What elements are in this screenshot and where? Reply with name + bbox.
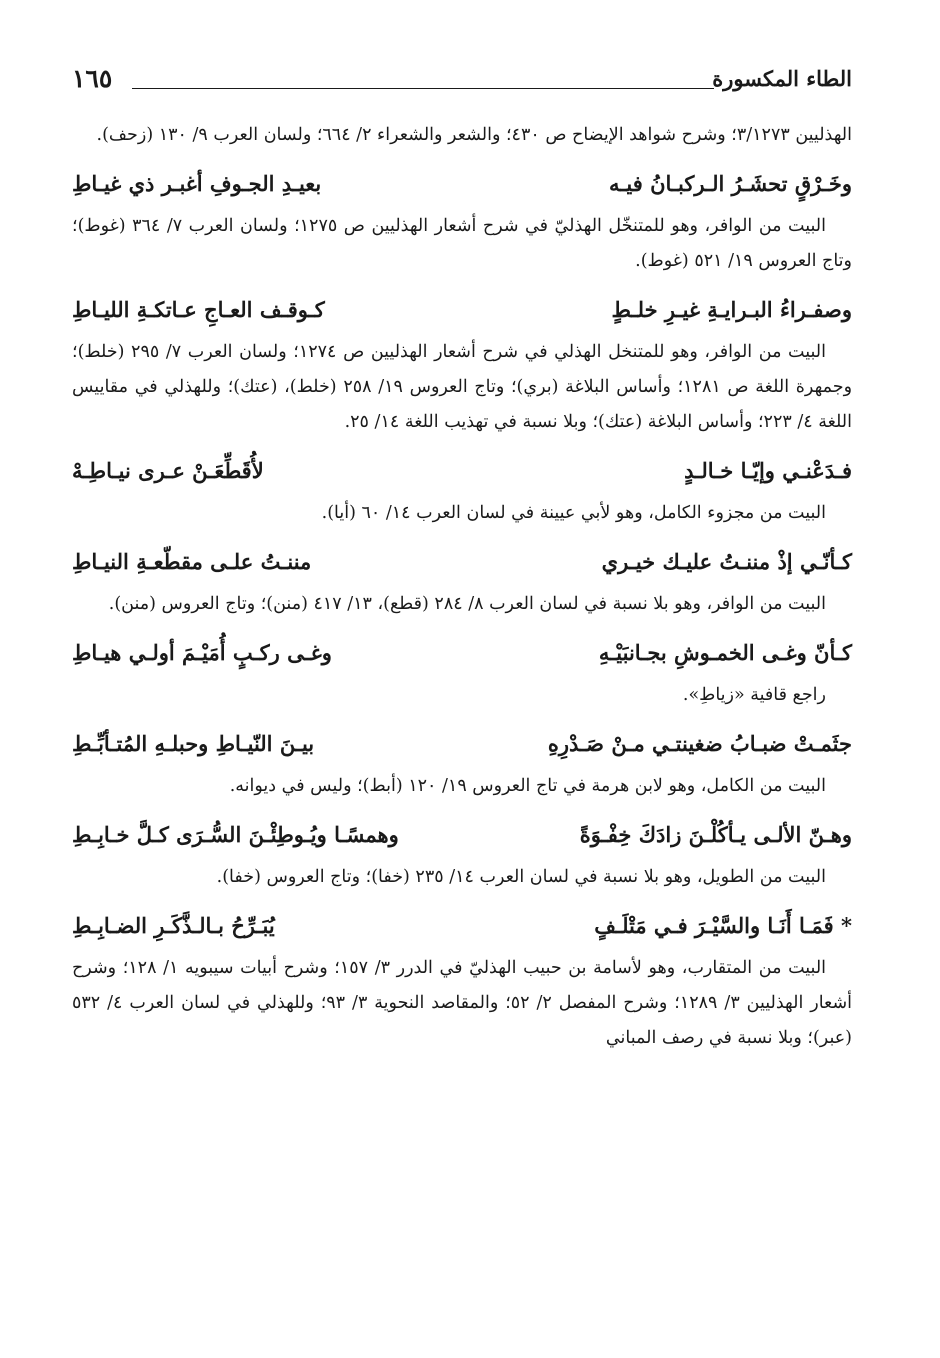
verse-entry-4 [72,537,852,622]
opening-paragraph: الهذليين ٣/١٢٧٣؛ وشرح شواهد الإيضاح ص ٤٣٠؛ والشعر والشعراء ٢/ ٦٦٤؛ ولسان العرب ٩/ ١٣٠ (زحف). [96,125,852,145]
verse-entry-3 [72,446,852,531]
verse-note: البيت من الطويل، وهو بلا نسبة في لسان العرب ١٤/ ٢٣٥ (خفا)؛ وتاج العروس (خفا). [216,867,826,887]
header-rule [132,88,714,89]
verse-note: البيت من الوافر، وهو بلا نسبة في لسان العرب ٨/ ٢٨٤ (قطع)، ١٣/ ٤١٧ (منن)؛ وتاج العروس (منن). [108,594,826,614]
verse-entry-2 [72,285,852,440]
verse-second-hemistich: لأُقَطِّعَـنْ عـرى نيـاطِـهْ [72,458,264,483]
verse-note: البيت من الكامل، وهو لابن هرمة في تاج العروس ١٩/ ١٢٠ (أبط)؛ وليس في ديوانه. [229,776,826,796]
verse-entry-5 [72,628,852,713]
verse-first-hemistich: وصفـراءُ البـرايـةِ غيـرِ خلـطٍ [611,297,852,322]
verse-line [72,537,852,587]
verse-first-hemistich: كـأنّـي إذْ مننـتُ عليـك خيـري [601,549,852,574]
verse-first-hemistich: فـدَعْنـي وإيّـا خـالـدٍ [684,458,852,483]
page-header [72,62,852,102]
verse-line [72,285,852,335]
verse-first-hemistich: جثَمـتْ ضبـابُ ضغينتـي مـنْ صَـدْرِهِ [547,731,852,756]
verse-note: راجع قافية «زياطِ». [682,685,826,705]
verse-second-hemistich: وهمسًـا ويُـوطِئْـنَ السُّـرَى كـلَّ خـابِـطِ [72,822,399,847]
verse-line [72,159,852,209]
verse-first-hemistich: كـأنّ وغـى الخمـوشِ بجـانبَيْـهِ [598,640,852,665]
page-body [72,118,852,1058]
verse-entry-6 [72,719,852,804]
verse-second-hemistich: يُبَـرِّحُ بـالـذَّكَـرِ الضـابِـطِ [72,913,275,938]
verse-first-hemistich: * فَمَـا أَنَـا والسَّيْـرَ فـي مَتْلَـفٍ [594,913,852,938]
verse-note: البيت من الوافر، وهو للمتنخل الهذلي في شرح أشعار الهذليين ص ١٢٧٤؛ ولسان العرب ٧/ ٢٩٥ (خلط)؛ وجمهرة اللغة ص ١٢٨١؛ وأساس البلاغة (بري)؛ وتاج العروس ١٩/ ٢٥٨ (خلط)، (عتك)؛ وللهذلي في مقاييس اللغة ٤/ ٢٢٣؛ وأساس البلاغة (عتك)؛ وبلا نسبة في تهذيب اللغة ١٤/ ٢٥. [72,342,853,432]
verse-second-hemistich: مننـتُ علـى مقطّعـةِ النيـاطِ [72,549,312,574]
verse-second-hemistich: وغـى ركـبٍ أُمَيْـمَ أولـي هيـاطِ [72,640,332,665]
verse-line [72,628,852,678]
verse-second-hemistich: كـوقـف العـاجِ عـاتكـةِ الليـاطِ [72,297,325,322]
verse-second-hemistich: بيـنَ النّيـاطِ وحبلـهِ المُتـأبِّـطِ [72,731,315,756]
verse-note: البيت من مجزوء الكامل، وهو لأبي عيينة في لسان العرب ١٤/ ٦٠ (أيا). [321,503,826,523]
verse-entry-8 [72,901,852,1056]
running-title: الطاء المكسورة [712,66,852,91]
verse-first-hemistich: وهـنّ الألـى يـأكُلْـنَ زادَكَ خِفْـوَةً [579,822,852,847]
verse-entry-7 [72,810,852,895]
verse-line [72,810,852,860]
verse-note: البيت من الوافر، وهو للمتنخّل الهذليّ في شرح أشعار الهذليين ص ١٢٧٥؛ ولسان العرب ٧/ ٣٦٤ (غوط)؛ وتاج العروس ١٩/ ٥٢١ (غوط). [72,216,852,271]
verse-line [72,446,852,496]
verse-line [72,901,852,951]
verse-line [72,719,852,769]
verse-note: البيت من المتقارب، وهو لأسامة بن حبيب الهذليّ في الدرر ٣/ ١٥٧؛ وشرح أبيات سيبويه ١/ ١٢٨؛ وشرح أشعار الهذليين ٣/ ١٢٨٩؛ وشرح المفصل ٢/ ٥٢؛ والمقاصد النحوية ٣/ ٩٣؛ وللهذلي في لسان العرب ٤/ ٥٣٢ (عبر)؛ وبلا نسبة في رصف المباني [72,958,852,1048]
verse-first-hemistich: وخَـرْقٍ تحشَـرُ الـركبـانُ فيـه [608,171,852,196]
verse-entry-1 [72,159,852,279]
verse-second-hemistich: بعيـدِ الجـوفِ أغبـر ذي غيـاطِ [72,171,322,196]
page-number: ١٦٥ [72,64,113,93]
